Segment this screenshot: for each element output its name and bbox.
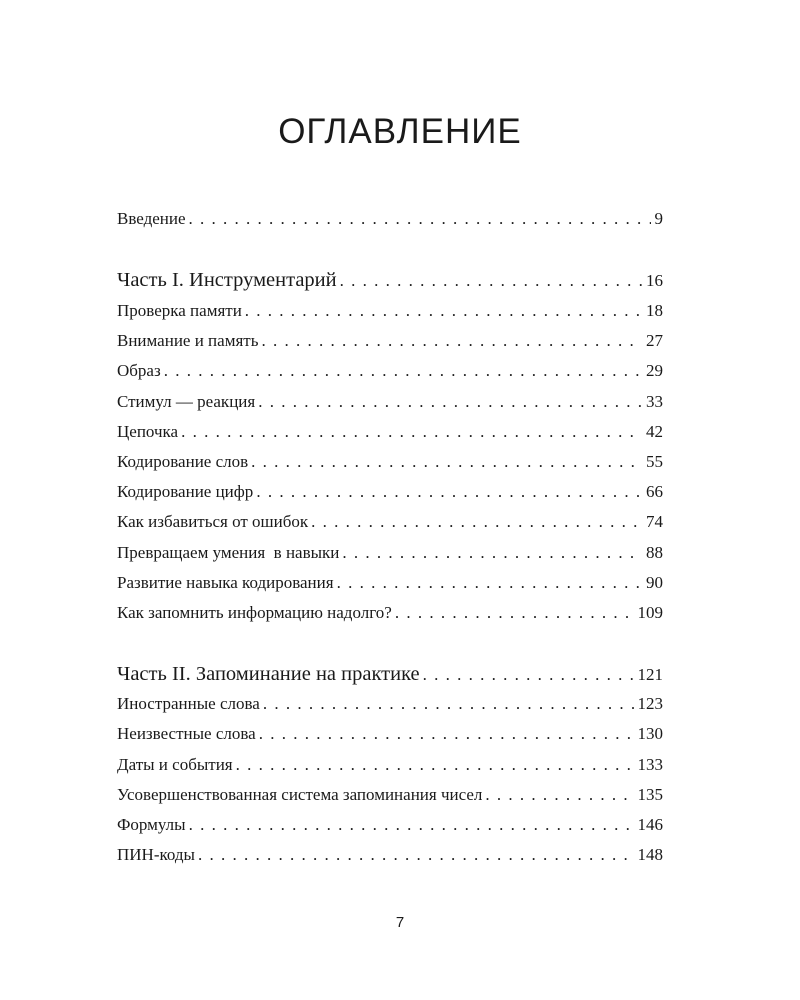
toc-entry-page: 74 — [646, 512, 663, 531]
toc-dot-leader — [340, 267, 642, 295]
toc-dot-leader — [258, 390, 642, 414]
toc-dot-leader — [261, 329, 642, 353]
toc-entry — [117, 480, 663, 504]
toc-entry — [117, 843, 663, 867]
toc-entry-label: Иностранные слова — [117, 694, 260, 713]
toc-dot-leader — [263, 692, 634, 716]
toc-part-page: 121 — [637, 665, 663, 684]
toc-dot-leader — [236, 753, 634, 777]
toc-entry — [117, 510, 663, 534]
toc-entry-page: 55 — [646, 452, 663, 471]
toc-entry-page: 27 — [646, 331, 663, 350]
toc-entry-page: 9 — [654, 209, 663, 228]
toc-dot-leader — [311, 510, 642, 534]
toc-entry — [117, 692, 663, 716]
toc-entry-label: Образ — [117, 361, 161, 380]
toc-entry-page: 130 — [637, 724, 663, 743]
toc-entry-page: 18 — [646, 301, 663, 320]
toc-entry — [117, 420, 663, 444]
toc-entry-page: 135 — [637, 785, 663, 804]
toc-dot-leader — [164, 359, 642, 383]
toc-entry — [117, 722, 663, 746]
toc-entry-label: ПИН-коды — [117, 845, 195, 864]
toc-entry — [117, 299, 663, 323]
toc-entry-page: 133 — [637, 755, 663, 774]
toc-part-page: 16 — [646, 271, 663, 290]
toc-entry-label: Даты и события — [117, 755, 233, 774]
toc-dot-leader — [251, 450, 642, 474]
toc-entry-label: Как запомнить информацию надолго? — [117, 603, 392, 622]
toc-entry — [117, 390, 663, 414]
toc-entry-page: 123 — [637, 694, 663, 713]
toc-entry-page: 66 — [646, 482, 663, 501]
toc-entry — [117, 601, 663, 625]
toc-entry-page: 90 — [646, 573, 663, 592]
toc-dot-leader — [485, 783, 633, 807]
toc-entry-page: 29 — [646, 361, 663, 380]
toc-entry-label: Кодирование слов — [117, 452, 249, 471]
toc-dot-leader — [245, 299, 642, 323]
toc-dot-leader — [395, 601, 634, 625]
toc-entry — [117, 571, 663, 595]
toc-entry — [117, 783, 663, 807]
toc-entry-label: Формулы — [117, 815, 186, 834]
toc-dot-leader — [198, 843, 634, 867]
toc-dot-leader — [181, 420, 642, 444]
toc-entry-label: Развитие навыка кодирования — [117, 573, 334, 592]
toc-dot-leader — [342, 541, 642, 565]
toc-part-heading-2 — [117, 660, 663, 688]
toc-entry-intro — [117, 207, 663, 231]
toc-entry — [117, 450, 663, 474]
toc-part-heading-1 — [117, 266, 663, 294]
toc-entry-page: 42 — [646, 422, 663, 441]
toc-entry — [117, 753, 663, 777]
toc-entry-page: 148 — [637, 845, 663, 864]
toc-part-label: Часть I. Инструментарий — [117, 269, 337, 291]
toc-entry-label: Как избавиться от ошибок — [117, 512, 309, 531]
toc-entry-page: 146 — [637, 815, 663, 834]
toc-dot-leader — [189, 813, 634, 837]
page-number: 7 — [395, 914, 405, 931]
toc-dot-leader — [337, 571, 642, 595]
toc-entry — [117, 813, 663, 837]
page-title: ОГЛАВЛЕНИЕ — [278, 112, 522, 151]
toc-entry-label: Внимание и память — [117, 331, 259, 350]
toc-entry-label: Кодирование цифр — [117, 482, 254, 501]
toc-entry-label: Стимул — реакция — [117, 392, 256, 411]
toc-entry-page: 33 — [646, 392, 663, 411]
toc-entry-page: 109 — [637, 603, 663, 622]
toc-entry-label: Цепочка — [117, 422, 179, 441]
toc-dot-leader — [259, 722, 634, 746]
toc-dot-leader — [423, 661, 634, 689]
toc-entry — [117, 541, 663, 565]
toc-entry — [117, 329, 663, 353]
toc-entry-label: Проверка памяти — [117, 301, 242, 320]
toc-entry-label: Превращаем умения в навыки — [117, 543, 340, 562]
toc-entry-label: Неизвестные слова — [117, 724, 256, 743]
toc-entry-label: Введение — [117, 209, 186, 228]
toc-entry — [117, 359, 663, 383]
toc-dot-leader — [256, 480, 642, 504]
toc-entry-label: Усовершенствованная система запоминания чисел — [117, 785, 483, 804]
toc-entry-page: 88 — [646, 543, 663, 562]
toc-part-label: Часть II. Запоминание на практике — [117, 663, 420, 685]
toc-dot-leader — [189, 207, 651, 231]
